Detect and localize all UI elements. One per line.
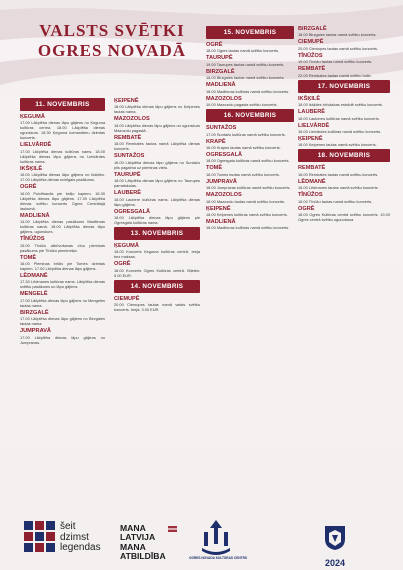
event-description: 18.00 Lāčplēša dienas lāpu gājiens no Taurupes pamatskolas. [114, 178, 200, 189]
location-heading: MAZOZOLOS [206, 95, 242, 102]
event-description: 18.00 Birzgales tautas namā svētku koncerts. [206, 75, 285, 81]
seit-dzimst-legendas-text [60, 522, 101, 554]
location-heading: JUMPRAVĀ [20, 328, 51, 335]
event-description: 18.00 Lauberes kultūras namā svētku koncerts. [298, 115, 380, 121]
event-description: 20.00 Ciemupes tautas namā svētku koncerts. [298, 45, 379, 51]
event-description: 18.00 Lāčplēša dienas lāpu gājiens pie Ogresgala kultūras nama. [114, 214, 200, 225]
event-list [20, 114, 105, 345]
event-description: 16.00 Lāčplēša dienas lāpu gājiens no Suntažu pils pagalma uz piemiņas vietu. [114, 159, 200, 170]
location-heading: TAURUPĒ [114, 171, 141, 178]
event-description: 20.00 Ciemupes tautas namā valsts svētku koncerts. Ieeja: 3.00 EUR. [114, 302, 200, 313]
event-description: 18.00 Ogres tautas namā svētku koncerts. [206, 48, 280, 54]
event-description: 18.00 Tomes tautas namā svētku koncerts. [206, 171, 280, 177]
location-heading: OGRĒ [114, 261, 131, 268]
column-2 [114, 96, 200, 312]
location-heading: MAZOZOLOS [114, 116, 150, 123]
location-heading: LIELVĀRDĒ [298, 122, 330, 129]
event-description: 18.00 Birzgales tautas namā svētku koncerts. [298, 32, 377, 38]
mana-line2: LATVIJA [120, 532, 156, 543]
location-heading: OGRESGALĀ [206, 151, 243, 158]
location-heading: MADLIENĀ [20, 212, 50, 219]
location-heading: OGRESGALĀ [114, 208, 151, 215]
location-heading: REMBATĒ [298, 66, 326, 73]
location-heading: MADLIENĀ [206, 219, 236, 226]
event-description: 18.00 Koncerts Ogres Kultūras centrā. Biļetes: 5.00 EUR. [114, 267, 200, 278]
day-header-15: 15. NOVEMBRIS [206, 26, 294, 39]
event-description: 16.00 Piemiņas brīdis pie Tomes dzimtas kapiem. 17.00 Lāčplēša dienas lāpu gājiens. [20, 260, 105, 271]
event-list [206, 42, 294, 107]
event-description: 17.30 Lēdmanes kultūras nams. Lāčplēša dienas svētku pasākums un lāpu gājiens. [20, 279, 105, 290]
location-heading: OGRĒ [20, 184, 37, 191]
location-heading: TĪNŪŽOS [298, 52, 323, 59]
event-description: 18.00 Lāčplēša dienas lāpu gājiens un ugunskurs Mazozolu pagastā. [114, 122, 200, 133]
location-heading: ĶEIPENĒ [114, 98, 139, 104]
location-heading: TAURUPĒ [206, 55, 233, 62]
title-line2: OGRES NOVADĀ [37, 40, 187, 60]
location-heading: IKŠĶILĒ [298, 95, 321, 102]
event-description: 17.00 Lāčplēša dienas lāpu gājiens no Mengeles tautas nama. [20, 297, 105, 308]
seit-line1: šeit [60, 521, 76, 532]
location-heading: LĒDMANĒ [20, 272, 48, 279]
location-heading: REMBATĒ [114, 134, 142, 141]
event-description: 19.00 Tīnūžu tautas namā svētku koncerts. [298, 59, 373, 65]
event-description: 18.00 Ikšķiles brīvdabas estrādē svētku koncerts. [298, 102, 383, 108]
event-description: 15.00 Tīnūžu atbrīvošanas cīņu piemiņas pasākums pie Tīnūžu pieminekļa. [20, 242, 105, 253]
year-label: 2024 [324, 558, 346, 568]
day-header-18: 18. NOVEMBRIS [298, 149, 390, 162]
event-description: 18.00 Mazozolu tautas namā svētku koncerts. [206, 198, 286, 204]
seit-line3: legendas [60, 542, 101, 553]
event-description: 18.00 Rembates tautas namā Lāčplēša dienas koncerts. [114, 141, 200, 152]
event-description: 16.00 Lāčplēša dienas lāpu gājiens no Ikšķiles. 17.00 Lāčplēša dienas svinīgais pasākums. [20, 172, 105, 183]
location-heading: SUNTAŽOS [206, 125, 237, 132]
location-heading: IKŠĶILĒ [20, 165, 43, 172]
event-description: 16.00 Pulcēšanās pie brāļu kapiem. 16.30 Lāčplēša dienas lāpu gājiens. 17.00 Lāčplēša dienas svētku koncerts Ogres Centrālajā laukumā. [20, 190, 105, 211]
location-heading: ĶEGUMĀ [20, 114, 45, 120]
mana-line3: MANA [120, 541, 146, 552]
event-description: 19.00 Taurupes tautas namā svētku koncerts. [206, 61, 285, 67]
mana-latvija-logo [120, 524, 166, 562]
event-description: 18.00 Madlienas kultūras namā svētku koncerts. [206, 88, 290, 94]
day-header-16: 16. NOVEMBRIS [206, 109, 294, 122]
location-heading: CIEMUPĒ [114, 295, 140, 302]
column-4 [298, 24, 390, 222]
event-description: 18.00 Koncerts Ķeguma kultūras centrā. Ieeja bez maksas. [114, 249, 200, 260]
event-description: 17.00 Lāčplēša dienas lāpu gājiens no Birzgales tautas nama. [20, 316, 105, 327]
event-description: 16.00 Lēdmanes tautas namā svētku koncerts. [298, 185, 379, 191]
day-header-14: 14. NOVEMBRIS [114, 280, 200, 293]
event-list [298, 165, 390, 222]
event-list [298, 96, 390, 148]
poster-title [22, 21, 202, 60]
location-heading: LIELVĀRDĒ [20, 142, 52, 149]
location-heading: LĒDMANĒ [298, 178, 326, 185]
mana-line1: MANA [120, 523, 146, 533]
location-heading: OGRĒ [298, 205, 315, 212]
event-list [114, 296, 200, 312]
ogre-coat-of-arms [300, 525, 370, 568]
location-heading: TOMĒ [206, 165, 223, 172]
event-description: 18.00 Madlienas kultūras namā svētku koncerts. [206, 225, 290, 231]
event-description: 16.00 Rembates tautas namā svētku koncerts. [298, 171, 379, 177]
location-heading: MENGELĒ [20, 291, 48, 298]
day-header-11: 11. NOVEMBRIS [20, 98, 105, 111]
location-heading: BIRZGALĒ [206, 68, 235, 75]
event-description: 18.00 Lāčplēša dienas lāpu gājiens no Ķeipenes tautas nama. [114, 104, 200, 115]
event-list [114, 98, 200, 225]
event-description: 16.00 Krapes tautas namā svētku koncerts. [206, 144, 281, 150]
event-description: 22.00 Rembates tautas namā svētku balle. [298, 72, 372, 78]
event-description: 18.00 Ogres Kultūras centrā svētku koncerts. 19.00 Ogres centrā svētku uguņošana. [298, 212, 390, 223]
location-heading: REMBATĒ [298, 165, 326, 172]
seit-dzimst-legendas-logo [24, 521, 56, 553]
location-heading: MAZOZOLOS [206, 192, 242, 199]
event-description: 16.00 Tīnūžu tautas namā svētku koncerts. [298, 198, 373, 204]
mana-line4: ATBILDĪBA [120, 551, 166, 562]
location-heading: MADLIENĀ [206, 82, 236, 89]
location-heading: ĶEGUMĀ [114, 242, 139, 249]
event-list [206, 125, 294, 230]
column-3 [206, 24, 294, 230]
location-heading: ĶEIPENĒ [206, 205, 231, 212]
location-heading: TĪNŪŽOS [20, 236, 45, 243]
ogre-coat-of-arms-icon [324, 525, 346, 551]
title-line1: VALSTS SVĒTKI [39, 21, 185, 40]
location-heading: OGRĒ [206, 42, 223, 48]
culture-center-name: OGRES NOVADA KULTŪRAS CENTRS [188, 556, 248, 560]
event-description: 17.00 Suntažu kultūras namā svētku koncerts. [206, 131, 286, 137]
location-heading: LAUBERĒ [114, 190, 142, 197]
day-header-13: 13. NOVEMBRIS [114, 227, 200, 240]
event-description: 18.00 Ogresgala kultūras namā svētku koncerts. [206, 158, 290, 164]
event-description: 18.00 Laubere kultūras nams. Lāčplēša dienas lāpu gājiens. [114, 196, 200, 207]
event-description: 18.00 Ķeipenes kultūras namā svētku koncerts. [206, 212, 288, 218]
location-heading: BIRZGALĒ [298, 26, 327, 32]
location-heading: BIRZGALĒ [20, 309, 49, 316]
event-description: 18.00 Jumpravas kultūras namā svētku koncerts. [206, 185, 291, 191]
column-1 [20, 96, 105, 345]
day-header-17: 17. NOVEMBRIS [298, 80, 390, 93]
event-description: 19.00 Mazozolu pagasta svētku koncerts. [206, 102, 278, 108]
event-description: 14.00 Lāčplēša dienas pasākums Madlienas kultūras namā. 18.00 Lāčplēša dienas lāpu gājiens, ugunskurs. [20, 219, 105, 235]
location-heading: KRAPĒ [206, 138, 226, 145]
seit-line2: dzimst [60, 531, 89, 543]
event-description: 17.00 Lāčplēša dienas lāpu gājiens no Jumpravas. [20, 334, 105, 345]
event-list [298, 26, 390, 78]
location-heading: TĪNŪŽOS [298, 192, 323, 199]
location-heading: JUMPRAVĀ [206, 178, 237, 185]
event-description: 18.00 Ķeipenes tautas namā svētku koncerts. [298, 142, 377, 148]
event-description: 17.00 Lāčplēša dienas kultūras nams. 18.00 Lāčplēša dienas lāpu gājiens no Lielvārdes kultūras nama. [20, 148, 105, 164]
event-description: 16.00 Lielvārdes kultūras namā svētku koncerts. [298, 128, 382, 134]
event-description: 17.00 Lāčplēša dienas lāpu gājiens no Ķeguma kultūras centra. 18.00 Lāčplēša dienas ugunskurs. 18.30 Ķeguma komandieru dzimtas koncerts. [20, 120, 105, 141]
location-heading: CIEMUPĒ [298, 39, 324, 46]
latvian-flag-icon [168, 526, 177, 532]
location-heading: ĶEIPENĒ [298, 135, 323, 142]
location-heading: SUNTAŽOS [114, 153, 145, 160]
location-heading: LAUBERĒ [298, 109, 326, 116]
location-heading: TOMĒ [20, 254, 37, 261]
event-list [114, 243, 200, 278]
